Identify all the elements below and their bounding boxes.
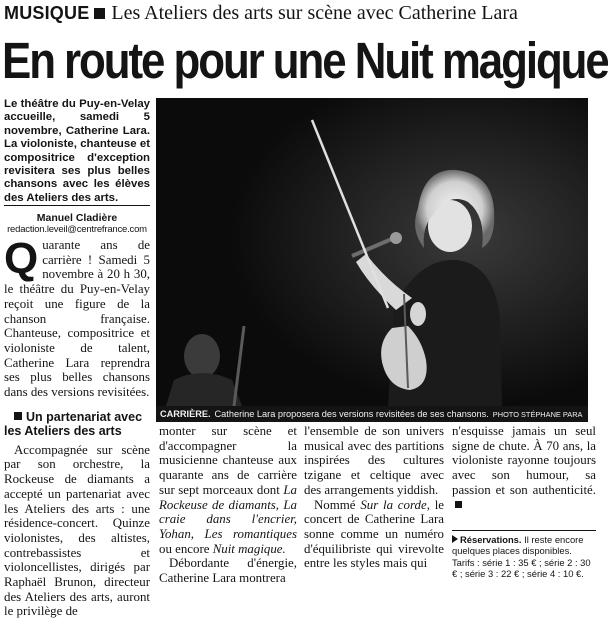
article-column-2 (159, 424, 297, 586)
article-column-1 (4, 234, 150, 619)
section-kicker (4, 2, 596, 24)
square-bullet-icon (94, 8, 105, 19)
song-titles: La Rockeuse de diamants, La craie dans l'encrier, Yohan, Les romantiques (159, 482, 297, 541)
violinist-on-stage-image (156, 98, 588, 406)
concert-photo (156, 98, 588, 406)
concert-title: Sur la corde (360, 497, 427, 512)
text-run: monter sur scène et d'accompagner la musicienne chanteuse aux quarante ans de carrière sur sept morceaux dont (159, 424, 297, 497)
lead-paragraph (4, 234, 150, 400)
article-column-3 (304, 424, 444, 571)
headline: En route pour une Nuit magique (2, 32, 608, 89)
reservations-text: Il reste encore quelques places disponibles. Tarifs : série 1 : 35 € ; série 2 : 30 € ; série 3 : 22 € ; série 4 : 10 €. (452, 534, 591, 580)
drop-cap: Q (4, 234, 39, 283)
photo-caption (156, 406, 588, 422)
caption-label: CARRIÈRE. (160, 409, 211, 419)
subheading (4, 410, 150, 439)
rubric-label: MUSIQUE (4, 3, 90, 23)
kicker-subject: Les Ateliers des arts sur scène avec Catherine Lara (111, 2, 518, 24)
photo-credit: PHOTO STÉPHANE PARA (492, 410, 583, 419)
text-run: , le concert de Catherine Lara sonne comme un numéro d'équilibriste qui virevolte entre les styles mais qui (304, 497, 444, 571)
byline (4, 205, 150, 236)
text-run: Nommé (314, 497, 361, 512)
caption-text: Catherine Lara proposera des versions revisitées de ses chansons. (214, 409, 489, 419)
reservations-title: Réservations. (460, 534, 522, 545)
square-bullet-icon (14, 412, 22, 420)
paragraph-partnership: Accompagnée sur scène par son orchestre, la Rockeuse de diamants a accepté un partenariat avec les Ateliers des arts : une résidence-concert. Quinze violonistes, des altistes, contrebassistes et violoncellistes, dirigés par Raphaël Brunon, directeur des Ateliers des arts, auront le privilège de (4, 442, 150, 619)
byline-email[interactable]: redaction.leveil@centrefrance.com (7, 224, 147, 235)
song-title: Nuit magique. (212, 541, 286, 556)
text-run: n'esquisse jamais un seul signe de chute. À 70 ans, la violoniste rayonne toujours avec son humour, sa passion et son authenticité. (452, 424, 596, 497)
lead-text: uarante ans de carrière ! Samedi 5 novembre à 20 h 30, le théâtre du Puy-en-Velay reçoit une figure de la chanson française. Chanteuse, compositrice et violoniste de talent, Catherine Lara reprendra ses plus belles chansons dans des versions revisitées. (4, 238, 150, 400)
paragraph-concert-name (304, 498, 444, 572)
end-mark-icon (455, 501, 462, 508)
text-run: ou encore (159, 541, 213, 556)
triangle-bullet-icon (452, 535, 458, 543)
paragraph-repertoire (159, 424, 297, 556)
paragraph-energy: Débordante d'énergie, Catherine Lara montrera (159, 556, 297, 586)
byline-author: Manuel Cladière (36, 212, 118, 224)
reservations-box (452, 530, 596, 580)
subheading-text: Un partenariat avec les Ateliers des arts (4, 409, 143, 439)
article-column-4 (452, 424, 596, 512)
chapeau: Le théâtre du Puy-en-Velay accueille, samedi 5 novembre, Catherine Lara. La violoniste, chanteuse et compositrice d'exception revisitera ses plus belles chansons avec les élèves des Ateliers des arts. (4, 98, 150, 204)
paragraph-universe: l'ensemble de son univers musical avec des partitions inspirées des cultures tzigane et celtique avec des arrangements yiddish. (304, 424, 444, 497)
paragraph-closing (452, 424, 596, 512)
